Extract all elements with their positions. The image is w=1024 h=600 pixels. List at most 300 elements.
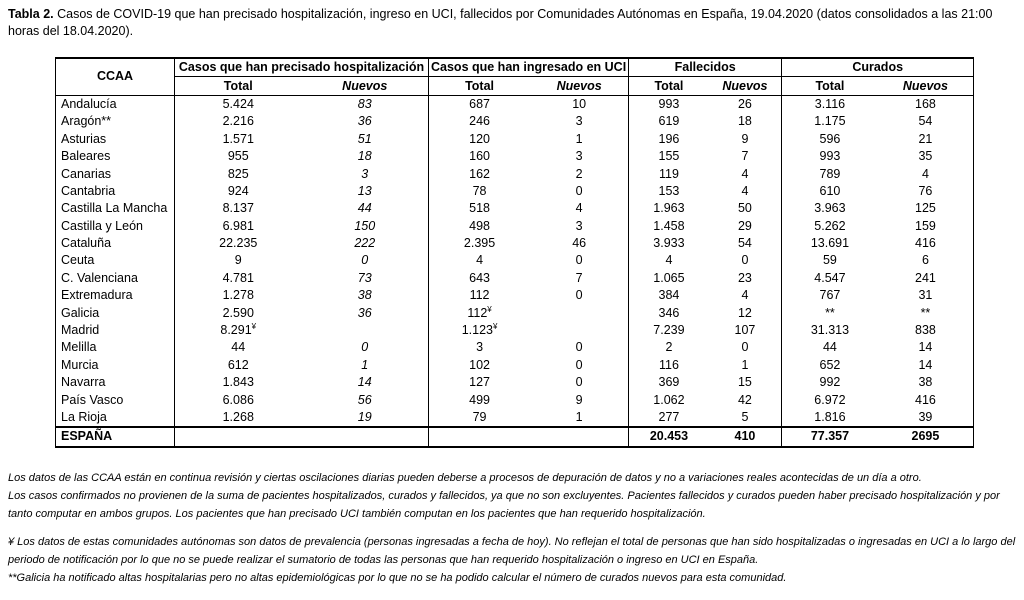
cell-hosp-nuevos-value: 3 <box>361 166 369 181</box>
cell-fall-nuevos-value: 4 <box>741 288 749 303</box>
cell-uci-nuevos-value: 3 <box>575 114 583 129</box>
cell-ccaa <box>56 252 175 269</box>
cell-cur-nuevos-value: 76 <box>918 183 933 198</box>
header-hosp: Casos que han precisado hospitalización <box>175 58 429 77</box>
cell-uci-total-value: 3 <box>476 340 484 355</box>
cell-ccaa <box>56 287 175 304</box>
cell-uci-nuevos-value: 9 <box>575 392 583 407</box>
cell-fall-nuevos-value: 12 <box>737 305 752 320</box>
cell-uci-total <box>429 287 531 304</box>
cell-hosp-nuevos <box>302 409 429 427</box>
cell-cur-total-value: 993 <box>819 149 841 164</box>
cell-fall-nuevos <box>709 270 782 287</box>
subheader-cur-total: Total <box>782 77 878 95</box>
cell-uci-nuevos-value: 1 <box>575 410 583 424</box>
subheader-hosp-nuevos: Nuevos <box>302 77 429 95</box>
cell-fall-total-value: 993 <box>658 96 680 111</box>
table-row <box>56 131 974 148</box>
cell-fall-total-value: 277 <box>658 410 680 424</box>
cell-hosp-total <box>175 339 302 356</box>
cell-hosp-nuevos-value: 44 <box>357 201 372 216</box>
cell-uci-total <box>429 165 531 182</box>
cell-uci-total <box>429 148 531 165</box>
cell-cur-total-value: ** <box>825 305 835 320</box>
cell-cur-total-value: 767 <box>819 288 841 303</box>
cell-hosp-nuevos <box>302 322 429 339</box>
cell-cur-nuevos-value: 416 <box>915 392 936 407</box>
subheader-fall-nuevos: Nuevos <box>709 77 782 95</box>
table-row <box>56 183 974 200</box>
cell-hosp-nuevos <box>302 165 429 182</box>
cell-cur-total <box>782 218 878 235</box>
cell-hosp-total <box>175 148 302 165</box>
cell-fall-nuevos-value: 50 <box>737 201 752 216</box>
cell-hosp-total <box>175 235 302 252</box>
cell-fall-nuevos-value: 1 <box>741 357 749 372</box>
cell-hosp-nuevos-value: 36 <box>357 114 372 129</box>
cell-cur-nuevos <box>878 218 974 235</box>
cell-hosp-nuevos-value: 0 <box>361 340 369 355</box>
cell-fall-nuevos-value: 23 <box>737 270 752 285</box>
cell-hosp-total-value: 44 <box>231 340 246 355</box>
cell-cur-nuevos-value: 38 <box>918 375 933 390</box>
cell-fall-nuevos-value: 42 <box>737 392 752 407</box>
cell-uci-nuevos-value: 10 <box>572 96 587 111</box>
cell-uci-total-value: 518 <box>469 201 490 216</box>
total-fall-nuevos: 410 <box>709 427 782 446</box>
cell-cur-total-value: 13.691 <box>810 236 850 251</box>
cell-cur-total-value: 610 <box>819 183 841 198</box>
cell-hosp-nuevos <box>302 95 429 113</box>
cell-uci-total-value: 102 <box>469 357 490 372</box>
cell-fall-total-value: 384 <box>658 288 680 303</box>
table-row <box>56 218 974 235</box>
cell-fall-nuevos <box>709 218 782 235</box>
cell-hosp-total <box>175 270 302 287</box>
header-uci: Casos que han ingresado en UCI <box>429 58 629 77</box>
cell-cur-nuevos <box>878 409 974 427</box>
cell-fall-total <box>629 374 709 391</box>
cell-fall-total <box>629 339 709 356</box>
cell-uci-nuevos <box>530 287 629 304</box>
cell-uci-total <box>429 270 531 287</box>
cell-hosp-total <box>175 131 302 148</box>
cell-cur-total <box>782 113 878 130</box>
cell-hosp-total-value: 6.981 <box>222 218 254 233</box>
cell-cur-total <box>782 322 878 339</box>
table-row <box>56 391 974 408</box>
cell-uci-total-value: 127 <box>469 375 490 390</box>
cell-cur-total <box>782 95 878 113</box>
cell-cur-nuevos <box>878 287 974 304</box>
cell-ccaa-value: Andalucía <box>61 96 117 111</box>
cell-uci-nuevos <box>530 304 629 321</box>
cell-cur-total-value: 789 <box>819 166 841 181</box>
header-fallecidos: Fallecidos <box>629 58 782 77</box>
cell-hosp-total <box>175 374 302 391</box>
cell-ccaa <box>56 235 175 252</box>
cell-fall-nuevos-value: 29 <box>737 218 752 233</box>
total-cur-nuevos: 2695 <box>878 427 974 446</box>
cell-uci-nuevos <box>530 235 629 252</box>
cell-fall-nuevos-value: 107 <box>734 323 756 338</box>
table-row <box>56 235 974 252</box>
cell-cur-nuevos <box>878 357 974 374</box>
cell-uci-nuevos-value: 0 <box>575 288 583 303</box>
cell-cur-nuevos <box>878 165 974 182</box>
cell-cur-nuevos <box>878 95 974 113</box>
cell-ccaa-value: Cantabria <box>61 183 116 198</box>
cell-fall-total-value: 7.239 <box>653 323 685 338</box>
cell-fall-total <box>629 409 709 427</box>
cell-cur-total-value: 3.963 <box>814 201 846 216</box>
cell-hosp-total-value: 5.424 <box>222 96 254 111</box>
cell-fall-nuevos-value: 0 <box>741 253 749 268</box>
total-cur-total: 77.357 <box>782 427 878 446</box>
table-row <box>56 304 974 321</box>
cell-fall-nuevos <box>709 322 782 339</box>
cell-fall-nuevos <box>709 200 782 217</box>
covid-table <box>55 57 974 448</box>
cell-fall-total <box>629 235 709 252</box>
footnote-text: ¥ Los datos de estas comunidades autónomas son datos de prevalencia (personas ingresadas a fecha de hoy). No reflejan el total de personas que han sido hospitalizadas o ingresadas en UCI a lo largo del periodo de notificación por lo que no se puede realizar el sumatorio de todas las personas que han requerido hospitalización o ingreso en UCI en España. <box>8 536 1016 566</box>
cell-uci-total <box>429 113 531 130</box>
cell-fall-total <box>629 304 709 321</box>
cell-cur-nuevos-value: ** <box>920 305 931 320</box>
cell-cur-total <box>782 357 878 374</box>
cell-hosp-total <box>175 183 302 200</box>
cell-hosp-nuevos <box>302 148 429 165</box>
table-row <box>56 287 974 304</box>
cell-fall-nuevos-value: 4 <box>741 183 749 198</box>
cell-hosp-total-value: 955 <box>227 149 249 164</box>
cell-uci-nuevos <box>530 374 629 391</box>
cell-uci-total <box>429 252 531 269</box>
cell-ccaa <box>56 218 175 235</box>
cell-fall-total <box>629 95 709 113</box>
cell-uci-nuevos <box>530 339 629 356</box>
cell-fall-total <box>629 131 709 148</box>
cell-ccaa-value: Castilla La Mancha <box>61 201 168 216</box>
cell-uci-total-value: 4 <box>476 253 484 268</box>
cell-uci-total-value: 112 <box>469 288 490 303</box>
cell-uci-total-value: 643 <box>469 270 490 285</box>
cell-uci-nuevos <box>530 183 629 200</box>
cell-cur-total <box>782 304 878 321</box>
cell-uci-nuevos <box>530 131 629 148</box>
cell-cur-nuevos <box>878 113 974 130</box>
cell-hosp-nuevos-value: 222 <box>354 236 376 251</box>
cell-fall-nuevos <box>709 287 782 304</box>
cell-fall-nuevos <box>709 165 782 182</box>
cell-fall-total <box>629 270 709 287</box>
total-hosp-total <box>175 427 302 446</box>
header-ccaa: CCAA <box>56 58 175 95</box>
cell-cur-nuevos <box>878 183 974 200</box>
cell-hosp-nuevos-value: 150 <box>354 218 376 233</box>
cell-uci-total-value: 162 <box>469 166 490 181</box>
cell-cur-total-value: 1.816 <box>814 410 846 424</box>
cell-hosp-total <box>175 200 302 217</box>
footnote-marker: ¥ <box>251 322 257 332</box>
cell-hosp-nuevos <box>302 357 429 374</box>
cell-ccaa-value: Aragón** <box>61 114 112 129</box>
cell-fall-total <box>629 357 709 374</box>
cell-cur-total-value: 1.175 <box>814 114 846 129</box>
total-fall-total: 20.453 <box>629 427 709 446</box>
cell-fall-total <box>629 148 709 165</box>
cell-hosp-total-value: 9 <box>234 253 242 268</box>
cell-uci-total <box>429 131 531 148</box>
cell-hosp-total <box>175 304 302 321</box>
cell-uci-nuevos-value: 1 <box>575 131 583 146</box>
subheader-uci-nuevos: Nuevos <box>530 77 629 95</box>
cell-uci-nuevos <box>530 322 629 339</box>
cell-hosp-nuevos <box>302 200 429 217</box>
cell-ccaa <box>56 339 175 356</box>
cell-hosp-total-value: 1.278 <box>222 288 254 303</box>
cell-hosp-nuevos-value: 73 <box>357 270 372 285</box>
subheader-cur-nuevos: Nuevos <box>878 77 974 95</box>
total-hosp-nuevos <box>302 427 429 446</box>
cell-cur-total-value: 31.313 <box>810 323 850 338</box>
cell-uci-total <box>429 322 531 339</box>
cell-uci-nuevos <box>530 270 629 287</box>
cell-ccaa <box>56 113 175 130</box>
cell-hosp-total <box>175 218 302 235</box>
cell-fall-total <box>629 252 709 269</box>
table-row <box>56 322 974 339</box>
cell-fall-total <box>629 113 709 130</box>
cell-uci-total <box>429 95 531 113</box>
note-spacer <box>8 523 1020 533</box>
cell-uci-nuevos <box>530 148 629 165</box>
cell-hosp-nuevos-value: 13 <box>357 183 372 198</box>
cell-uci-total <box>429 357 531 374</box>
cell-uci-total <box>429 374 531 391</box>
cell-uci-nuevos <box>530 391 629 408</box>
cell-uci-total-value: 79 <box>472 410 487 424</box>
cell-ccaa <box>56 200 175 217</box>
cell-uci-total <box>429 304 531 321</box>
cell-cur-nuevos <box>878 148 974 165</box>
cell-uci-total <box>429 339 531 356</box>
cell-cur-total <box>782 131 878 148</box>
cell-ccaa-value: C. Valenciana <box>61 270 138 285</box>
cell-ccaa <box>56 322 175 339</box>
cell-fall-nuevos-value: 9 <box>741 131 749 146</box>
cell-uci-nuevos-value: 0 <box>575 357 583 372</box>
table-row <box>56 339 974 356</box>
cell-cur-total-value: 4.547 <box>814 270 846 285</box>
cell-hosp-nuevos <box>302 287 429 304</box>
footnote-text: Los datos de las CCAA están en continua revisión y ciertas oscilaciones diarias pueden deberse a procesos de depuración de datos y no a variaciones reales acontecidas de un día a otro. <box>8 472 922 484</box>
cell-ccaa <box>56 374 175 391</box>
cell-hosp-nuevos-value: 36 <box>357 305 372 320</box>
cell-uci-total-value: 2.395 <box>463 236 496 251</box>
cell-fall-nuevos-value: 54 <box>737 236 752 251</box>
cell-cur-total <box>782 165 878 182</box>
cell-uci-total <box>429 391 531 408</box>
cell-hosp-nuevos-value: 56 <box>357 392 372 407</box>
cell-fall-nuevos <box>709 235 782 252</box>
cell-uci-total-value: 687 <box>469 96 490 111</box>
cell-uci-nuevos-value: 0 <box>575 375 583 390</box>
cell-hosp-nuevos <box>302 304 429 321</box>
cell-uci-total <box>429 218 531 235</box>
cell-hosp-nuevos <box>302 113 429 130</box>
cell-uci-nuevos-value: 7 <box>575 270 583 285</box>
total-row <box>56 427 974 446</box>
cell-fall-nuevos-value: 7 <box>741 149 749 164</box>
cell-fall-nuevos <box>709 183 782 200</box>
cell-cur-nuevos <box>878 235 974 252</box>
cell-ccaa <box>56 270 175 287</box>
cell-fall-nuevos-value: 15 <box>737 375 752 390</box>
cell-uci-total-value: 160 <box>469 149 490 164</box>
cell-hosp-total <box>175 95 302 113</box>
subheader-fall-total: Total <box>629 77 709 95</box>
cell-cur-nuevos <box>878 391 974 408</box>
cell-fall-total <box>629 391 709 408</box>
cell-uci-total <box>429 183 531 200</box>
cell-cur-total <box>782 200 878 217</box>
cell-hosp-nuevos <box>302 218 429 235</box>
cell-fall-total-value: 155 <box>658 149 680 164</box>
cell-cur-total-value: 59 <box>822 253 837 268</box>
cell-fall-nuevos-value: 0 <box>741 340 749 355</box>
footnote-marker: ¥ <box>487 304 492 314</box>
cell-cur-total-value: 992 <box>819 375 841 390</box>
cell-ccaa <box>56 95 175 113</box>
cell-hosp-total-value: 2.590 <box>222 305 254 320</box>
cell-hosp-total-value: 22.235 <box>219 236 258 251</box>
cell-uci-total-value: 246 <box>469 114 490 129</box>
cell-cur-nuevos <box>878 270 974 287</box>
cell-fall-total-value: 1.963 <box>653 201 685 216</box>
cell-cur-total <box>782 391 878 408</box>
cell-hosp-total-value: 612 <box>227 357 249 372</box>
cell-hosp-total-value: 1.843 <box>222 375 254 390</box>
cell-fall-nuevos <box>709 391 782 408</box>
cell-uci-total <box>429 409 531 427</box>
cell-fall-total-value: 153 <box>658 183 680 198</box>
cell-ccaa-value: Murcia <box>61 357 99 372</box>
cell-fall-total-value: 119 <box>658 166 679 181</box>
cell-hosp-total-value: 924 <box>227 183 249 198</box>
cell-cur-nuevos-value: 168 <box>915 96 936 111</box>
cell-cur-total-value: 44 <box>822 340 837 355</box>
cell-cur-total-value: 3.116 <box>814 96 846 111</box>
cell-hosp-total-value: 6.086 <box>222 392 254 407</box>
table-row <box>56 165 974 182</box>
cell-cur-total <box>782 252 878 269</box>
cell-uci-total-value: 1.123 <box>461 323 493 338</box>
cell-ccaa-value: Navarra <box>61 375 106 390</box>
cell-hosp-nuevos-value: 83 <box>357 96 372 111</box>
cell-uci-nuevos-value: 0 <box>575 183 583 198</box>
cell-uci-nuevos-value: 4 <box>575 201 583 216</box>
cell-cur-nuevos-value: 4 <box>921 166 929 181</box>
table-row <box>56 252 974 269</box>
cell-hosp-nuevos-value: 18 <box>357 149 372 164</box>
cell-fall-total-value: 4 <box>665 253 673 268</box>
cell-cur-nuevos <box>878 322 974 339</box>
cell-hosp-total <box>175 322 302 339</box>
cell-cur-total-value: 6.972 <box>814 392 846 407</box>
cell-cur-total-value: 596 <box>819 131 841 146</box>
cell-ccaa <box>56 409 175 427</box>
cell-fall-nuevos <box>709 339 782 356</box>
cell-uci-nuevos <box>530 357 629 374</box>
cell-uci-total <box>429 200 531 217</box>
cell-cur-total-value: 652 <box>819 357 841 372</box>
cell-cur-total <box>782 148 878 165</box>
table-row <box>56 409 974 427</box>
cell-hosp-total <box>175 357 302 374</box>
cell-hosp-nuevos-value: 38 <box>357 288 372 303</box>
cell-hosp-nuevos-value: 0 <box>361 253 369 268</box>
cell-fall-nuevos <box>709 357 782 374</box>
cell-ccaa-value: Asturias <box>61 131 107 146</box>
cell-ccaa-value: Baleares <box>61 149 111 164</box>
cell-fall-total-value: 1.065 <box>653 270 685 285</box>
cell-ccaa <box>56 304 175 321</box>
cell-hosp-total <box>175 409 302 427</box>
table-row <box>56 200 974 217</box>
cell-hosp-nuevos <box>302 252 429 269</box>
cell-fall-total-value: 369 <box>658 375 680 390</box>
table-row <box>56 374 974 391</box>
cell-uci-total-value: 499 <box>469 392 490 407</box>
cell-ccaa-value: Ceuta <box>61 253 95 268</box>
table-row <box>56 148 974 165</box>
cell-ccaa <box>56 391 175 408</box>
cell-fall-total <box>629 183 709 200</box>
cell-cur-total <box>782 235 878 252</box>
cell-hosp-total-value: 825 <box>227 166 249 181</box>
total-uci-total <box>429 427 531 446</box>
cell-hosp-total-value: 8.137 <box>222 201 254 216</box>
cell-uci-nuevos-value: 3 <box>575 149 583 164</box>
cell-fall-total <box>629 165 709 182</box>
table-body <box>56 95 974 427</box>
cell-hosp-total-value: 1.571 <box>222 131 254 146</box>
total-uci-nuevos <box>530 427 629 446</box>
cell-hosp-total-value: 4.781 <box>222 270 254 285</box>
cell-fall-total <box>629 322 709 339</box>
total-label: ESPAÑA <box>56 427 175 446</box>
cell-cur-nuevos <box>878 304 974 321</box>
footnote-marker: ¥ <box>492 322 498 332</box>
cell-hosp-nuevos <box>302 183 429 200</box>
cell-ccaa-value: Cataluña <box>61 236 112 251</box>
cell-fall-total-value: 346 <box>658 305 680 320</box>
cell-fall-nuevos <box>709 374 782 391</box>
cell-cur-total-value: 5.262 <box>814 218 846 233</box>
cell-cur-nuevos <box>878 131 974 148</box>
cell-uci-nuevos <box>530 95 629 113</box>
caption-label: Tabla 2. <box>8 7 54 21</box>
cell-uci-nuevos <box>530 409 629 427</box>
cell-hosp-nuevos-value: 1 <box>361 357 369 372</box>
cell-hosp-nuevos <box>302 235 429 252</box>
cell-cur-nuevos-value: 14 <box>918 357 933 372</box>
cell-cur-nuevos-value: 14 <box>918 340 933 355</box>
cell-cur-nuevos-value: 35 <box>918 149 933 164</box>
cell-cur-nuevos <box>878 374 974 391</box>
cell-ccaa-value: Castilla y León <box>61 218 143 233</box>
